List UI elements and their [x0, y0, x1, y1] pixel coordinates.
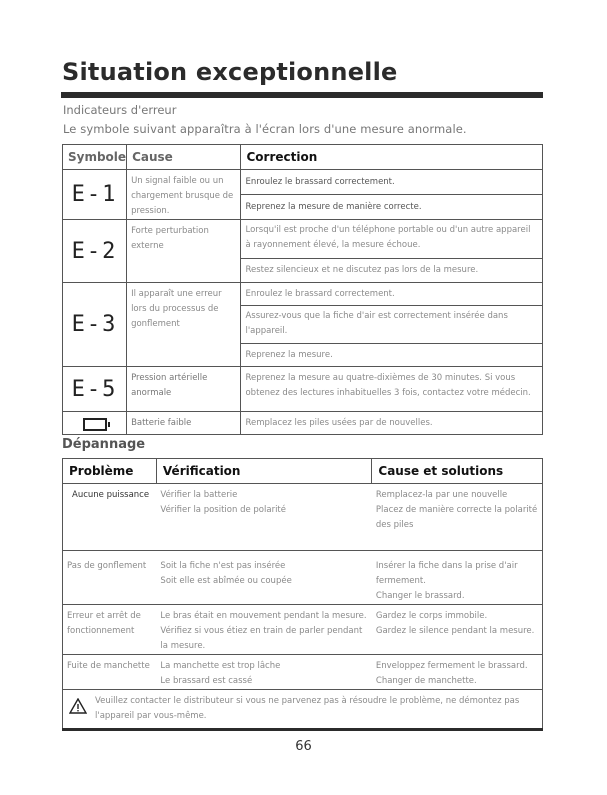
col-problem: Problème	[63, 459, 157, 484]
error-fix: Reprenez la mesure.	[241, 344, 543, 367]
title-rule	[61, 92, 543, 98]
error-table-header	[63, 145, 543, 170]
error-code: E-5	[71, 376, 118, 402]
error-code: E-3	[71, 312, 118, 337]
check-cell: Vérifier la batterie Vérifier la position de polarité	[156, 484, 371, 551]
error-indicators-heading: Indicateurs d'erreur	[63, 103, 177, 117]
error-code: E-1	[71, 182, 118, 207]
error-fix: Restez silencieux et ne discutez pas lors de la mesure.	[241, 259, 543, 283]
check-cell: La manchette est trop lâche Le brassard est cassé	[156, 655, 371, 690]
error-fix: Reprenez la mesure de manière correcte.	[241, 195, 543, 220]
table-row	[63, 605, 543, 655]
error-fix: Enroulez le brassard correctement.	[241, 170, 543, 195]
error-fix: Reprenez la mesure au quatre-dixièmes de 30 minutes. Si vous obtenez des lectures inhabituelles 3 fois, contactez votre médecin.	[241, 367, 543, 412]
check-cell: Soit la fiche n'est pas insérée Soit elle est abîmée ou coupée	[156, 551, 371, 605]
problem-cell: Erreur et arrêt de fonctionnement	[63, 605, 157, 655]
error-row	[63, 220, 543, 259]
error-fix: Assurez-vous que la fiche d'air est correctement insérée dans l'appareil.	[241, 306, 543, 344]
footer-rule	[62, 728, 543, 731]
col-correction: Correction	[241, 145, 543, 170]
troubleshooting-header	[63, 459, 543, 484]
solution-cell: Gardez le corps immobile. Gardez le silence pendant la mesure.	[372, 605, 543, 655]
low-battery-icon	[83, 418, 107, 431]
troubleshooting-heading: Dépannage	[62, 437, 146, 452]
error-fix: Lorsqu'il est proche d'un téléphone portable ou d'un autre appareil à rayonnement élevé, la mesure échoue.	[241, 220, 543, 259]
page-title: Situation exceptionnelle	[62, 58, 398, 86]
note-text: Veuillez contacter le distributeur si vous ne parvenez pas à résoudre le problème, ne démontez pas l'appareil par vous-même.	[95, 696, 520, 721]
error-cause: Un signal faible ou un chargement brusque de pression.	[127, 170, 241, 220]
error-row	[63, 283, 543, 306]
solution-cell: Remplacez-la par une nouvelle Placez de manière correcte la polarité des piles	[372, 484, 543, 551]
problem-cell: Pas de gonflement	[63, 551, 157, 605]
error-table	[62, 144, 543, 435]
error-cause: Pression artérielle anormale	[127, 367, 241, 412]
page-number: 66	[295, 739, 312, 754]
error-cause: Batterie faible	[127, 412, 241, 435]
error-row	[63, 367, 543, 412]
error-row	[63, 412, 543, 435]
col-cause: Cause	[127, 145, 241, 170]
check-cell: Le bras était en mouvement pendant la mesure. Vérifiez si vous étiez en train de parler pendant la mesure.	[156, 605, 371, 655]
error-fix: Remplacez les piles usées par de nouvelles.	[241, 412, 543, 435]
error-row	[63, 170, 543, 195]
problem-cell: Aucune puissance	[63, 484, 157, 551]
error-code: E-2	[71, 238, 118, 264]
error-indicators-intro: Le symbole suivant apparaîtra à l'écran lors d'une mesure anormale.	[63, 122, 467, 136]
col-verification: Vérification	[156, 459, 371, 484]
problem-cell: Fuite de manchette	[63, 655, 157, 690]
solution-cell: Insérer la fiche dans la prise d'air fermement. Changer le brassard.	[372, 551, 543, 605]
col-solution: Cause et solutions	[372, 459, 543, 484]
table-row	[63, 484, 543, 551]
solution-cell: Enveloppez fermement le brassard. Changer de manchette.	[372, 655, 543, 690]
table-row	[63, 655, 543, 690]
table-row	[63, 551, 543, 605]
troubleshooting-table	[62, 458, 543, 729]
error-cause: Forte perturbation externe	[127, 220, 241, 283]
col-symbol: Symbole	[63, 145, 127, 170]
warning-icon	[69, 698, 87, 720]
note-row	[63, 690, 543, 729]
error-cause: Il apparaît une erreur lors du processus de gonflement	[127, 283, 241, 367]
error-fix: Enroulez le brassard correctement.	[241, 283, 543, 306]
